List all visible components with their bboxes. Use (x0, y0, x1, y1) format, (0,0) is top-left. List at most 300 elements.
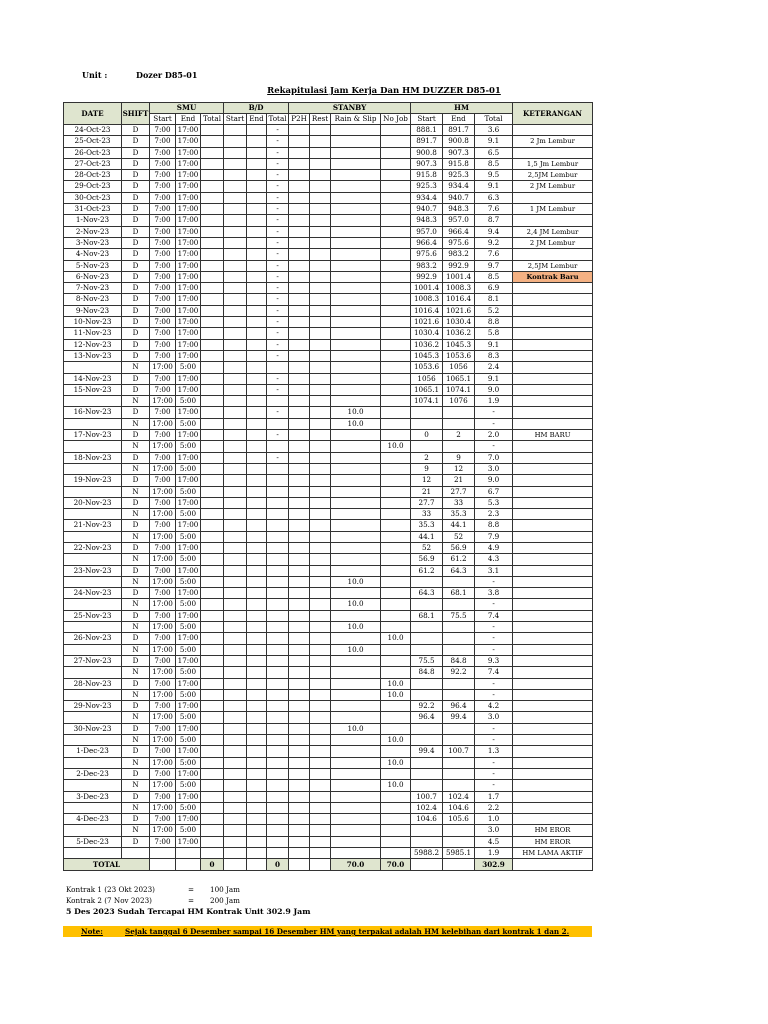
cell-rain-slip: 10.0 (331, 407, 381, 418)
cell-smu-start: 7:00 (150, 147, 176, 158)
cell-date (64, 757, 122, 768)
cell-hm-end: 1065.1 (443, 373, 475, 384)
cell-smu-start: 17:00 (150, 622, 176, 633)
contract-notes (66, 884, 310, 917)
cell-smu-end: 17:00 (176, 407, 201, 418)
cell-smu-total (201, 204, 224, 215)
cell-hm-end: 992.9 (443, 260, 475, 271)
cell-hm-start (411, 780, 443, 791)
cell-p2h (289, 328, 310, 339)
cell-bd-end (247, 430, 267, 441)
cell-no-job (381, 836, 411, 847)
cell-shift: D (122, 701, 150, 712)
cell-hm-total: 9.1 (475, 136, 513, 147)
cell-p2h (289, 531, 310, 542)
table-row (64, 599, 593, 610)
table-row (64, 294, 593, 305)
cell-hm-end (443, 418, 475, 429)
cell-date (64, 486, 122, 497)
cell-hm-total: - (475, 735, 513, 746)
cell-shift: D (122, 746, 150, 757)
note-label: Note: (81, 927, 103, 936)
cell-bd-start (224, 588, 247, 599)
cell-bd-total: - (267, 204, 289, 215)
cell-p2h (289, 802, 310, 813)
cell-bd-total (267, 746, 289, 757)
cell-shift: N (122, 644, 150, 655)
cell-smu-start (150, 848, 176, 859)
cell-rain-slip (331, 158, 381, 169)
cell-p2h (289, 260, 310, 271)
note-bar (63, 926, 592, 937)
cell-shift: N (122, 486, 150, 497)
cell-date: 7-Nov-23 (64, 283, 122, 294)
cell-smu-total (201, 396, 224, 407)
cell-bd-total (267, 689, 289, 700)
cell-p2h (289, 350, 310, 361)
table-row (64, 226, 593, 237)
cell-bd-total (267, 791, 289, 802)
cell-smu-end: 17:00 (176, 452, 201, 463)
cell-smu-end: 17:00 (176, 181, 201, 192)
cell-smu-end: 17:00 (176, 497, 201, 508)
cell-bd-start (224, 237, 247, 248)
cell-keterangan (513, 531, 593, 542)
cell-smu-total (201, 542, 224, 553)
cell-hm-start: 33 (411, 509, 443, 520)
cell-rest (310, 814, 331, 825)
cell-date: 4-Nov-23 (64, 249, 122, 260)
cell-smu-total (201, 125, 224, 136)
cell-rest (310, 622, 331, 633)
cell-hm-start: 68.1 (411, 610, 443, 621)
cell-smu-end: 17:00 (176, 475, 201, 486)
cell-smu-end: 5:00 (176, 599, 201, 610)
cell-hm-end (443, 576, 475, 587)
cell-hm-start: 64.3 (411, 588, 443, 599)
cell-hm-end: 21 (443, 475, 475, 486)
table-row (64, 531, 593, 542)
cell-smu-total (201, 294, 224, 305)
cell-rest (310, 509, 331, 520)
table-row (64, 622, 593, 633)
cell-hm-total: 2.0 (475, 430, 513, 441)
cell-hm-end: 105.6 (443, 814, 475, 825)
cell-no-job (381, 667, 411, 678)
cell-bd-total: - (267, 384, 289, 395)
col-bd-start: Start (224, 114, 247, 125)
cell-hm-total: 9.0 (475, 384, 513, 395)
cell-bd-start (224, 599, 247, 610)
cell-keterangan (513, 384, 593, 395)
cell-smu-end: 17:00 (176, 373, 201, 384)
cell-hm-end: 1053.6 (443, 350, 475, 361)
cell-smu-start: 17:00 (150, 735, 176, 746)
cell-p2h (289, 362, 310, 373)
cell-smu-total (201, 689, 224, 700)
cell-keterangan (513, 791, 593, 802)
cell-hm-end: 1045.3 (443, 339, 475, 350)
cell-bd-end (247, 622, 267, 633)
unit-value: Dozer D85-01 (136, 70, 198, 80)
cell-keterangan (513, 667, 593, 678)
cell-hm-start: 1016.4 (411, 305, 443, 316)
cell-hm-start (411, 723, 443, 734)
cell-hm-total: 3.0 (475, 463, 513, 474)
cell-bd-end (247, 463, 267, 474)
cell-bd-total (267, 825, 289, 836)
cell-bd-total (267, 633, 289, 644)
cell-no-job: 10.0 (381, 633, 411, 644)
cell-rain-slip (331, 746, 381, 757)
cell-p2h (289, 768, 310, 779)
cell-rain-slip: 10.0 (331, 622, 381, 633)
cell-hm-end: 1021.6 (443, 305, 475, 316)
cell-hm-end (443, 735, 475, 746)
cell-smu-total (201, 147, 224, 158)
cell-shift: D (122, 204, 150, 215)
cell-rest (310, 396, 331, 407)
cell-hm-total: 1.0 (475, 814, 513, 825)
cell-bd-end (247, 362, 267, 373)
cell-shift: D (122, 655, 150, 666)
cell-bd-start (224, 362, 247, 373)
cell-bd-total (267, 531, 289, 542)
cell-p2h (289, 396, 310, 407)
cell-smu-start: 7:00 (150, 588, 176, 599)
cell-rest (310, 147, 331, 158)
cell-date: 28-Oct-23 (64, 170, 122, 181)
cell-hm-end: 925.3 (443, 170, 475, 181)
cell-rain-slip (331, 181, 381, 192)
table-row (64, 407, 593, 418)
cell-rain-slip (331, 452, 381, 463)
cell-bd-end (247, 633, 267, 644)
cell-shift: D (122, 237, 150, 248)
cell-smu-start: 17:00 (150, 531, 176, 542)
cell-keterangan (513, 644, 593, 655)
cell-shift: D (122, 565, 150, 576)
table-row (64, 588, 593, 599)
cell-rain-slip (331, 204, 381, 215)
cell-hm-total: - (475, 407, 513, 418)
cell-keterangan: 2 JM Lembur (513, 237, 593, 248)
col-hm-end: End (443, 114, 475, 125)
table-row (64, 678, 593, 689)
cell-p2h (289, 633, 310, 644)
cell-hm-end: 907.3 (443, 147, 475, 158)
cell-smu-start: 17:00 (150, 396, 176, 407)
cell-bd-end (247, 441, 267, 452)
cell-smu-start: 7:00 (150, 768, 176, 779)
cell-smu-start: 17:00 (150, 441, 176, 452)
cell-smu-total (201, 339, 224, 350)
table-row (64, 317, 593, 328)
cell-bd-start (224, 204, 247, 215)
cell-keterangan (513, 339, 593, 350)
cell-rain-slip (331, 588, 381, 599)
cell-bd-end (247, 689, 267, 700)
cell-smu-total (201, 802, 224, 813)
col-bd-end: End (247, 114, 267, 125)
cell-hm-start: 35.3 (411, 520, 443, 531)
cell-hm-start: 0 (411, 430, 443, 441)
cell-date: 5-Dec-23 (64, 836, 122, 847)
cell-hm-start (411, 836, 443, 847)
table-row (64, 181, 593, 192)
cell-shift: D (122, 260, 150, 271)
cell-smu-total (201, 486, 224, 497)
cell-rain-slip (331, 475, 381, 486)
col-smu-end: End (176, 114, 201, 125)
cell-bd-start (224, 271, 247, 282)
cell-bd-start (224, 384, 247, 395)
cell-bd-start (224, 565, 247, 576)
contract-1-label: Kontrak 1 (23 Okt 2023) (66, 885, 155, 894)
cell-rest (310, 554, 331, 565)
cell-smu-end: 17:00 (176, 588, 201, 599)
cell-no-job (381, 475, 411, 486)
cell-rest (310, 317, 331, 328)
cell-bd-start (224, 328, 247, 339)
cell-hm-total: 8.5 (475, 271, 513, 282)
cell-no-job (381, 317, 411, 328)
cell-rain-slip (331, 373, 381, 384)
cell-keterangan (513, 735, 593, 746)
cell-shift: N (122, 667, 150, 678)
cell-hm-total: 7.6 (475, 204, 513, 215)
cell-bd-total: - (267, 283, 289, 294)
cell-bd-end (247, 418, 267, 429)
cell-hm-total: - (475, 780, 513, 791)
cell-date: 5-Nov-23 (64, 260, 122, 271)
cell-smu-end: 17:00 (176, 328, 201, 339)
cell-hm-start: 900.8 (411, 147, 443, 158)
cell-rain-slip (331, 339, 381, 350)
cell-hm-total: 2.2 (475, 802, 513, 813)
cell-hm-total: 9.0 (475, 475, 513, 486)
cell-bd-end (247, 565, 267, 576)
cell-hm-start: 102.4 (411, 802, 443, 813)
cell-no-job (381, 542, 411, 553)
cell-rest (310, 802, 331, 813)
cell-rain-slip (331, 147, 381, 158)
cell-keterangan (513, 215, 593, 226)
cell-hm-start: 948.3 (411, 215, 443, 226)
cell-bd-total (267, 475, 289, 486)
cell-shift: D (122, 317, 150, 328)
cell-bd-start (224, 712, 247, 723)
header-row-groups (64, 103, 593, 114)
cell-bd-total (267, 396, 289, 407)
col-rest: Rest (310, 114, 331, 125)
cell-shift: D (122, 249, 150, 260)
cell-smu-total (201, 768, 224, 779)
cell-rain-slip (331, 441, 381, 452)
cell-smu-end: 5:00 (176, 554, 201, 565)
cell-hm-total: 5.8 (475, 328, 513, 339)
cell-rest (310, 170, 331, 181)
cell-hm-start: 104.6 (411, 814, 443, 825)
cell-bd-start (224, 768, 247, 779)
cell-no-job (381, 509, 411, 520)
cell-smu-end: 17:00 (176, 746, 201, 757)
cell-keterangan (513, 689, 593, 700)
cell-hm-start: 957.0 (411, 226, 443, 237)
cell-shift: D (122, 215, 150, 226)
cell-shift: D (122, 791, 150, 802)
cell-hm-end: 56.9 (443, 542, 475, 553)
cell-p2h (289, 622, 310, 633)
cell-smu-start: 7:00 (150, 283, 176, 294)
cell-smu-end: 17:00 (176, 271, 201, 282)
cell-bd-total: - (267, 249, 289, 260)
cell-hm-start: 5988.2 (411, 848, 443, 859)
cell-date (64, 622, 122, 633)
cell-bd-start (224, 610, 247, 621)
cell-smu-end: 17:00 (176, 158, 201, 169)
col-hm: HM (411, 103, 513, 114)
cell-p2h (289, 452, 310, 463)
cell-smu-start: 7:00 (150, 237, 176, 248)
cell-date (64, 802, 122, 813)
cell-p2h (289, 757, 310, 768)
cell-smu-start: 7:00 (150, 475, 176, 486)
cell-smu-start: 7:00 (150, 249, 176, 260)
cell-rest (310, 735, 331, 746)
cell-shift: N (122, 802, 150, 813)
cell-hm-total: 9.5 (475, 170, 513, 181)
cell-hm-end: 9 (443, 452, 475, 463)
cell-smu-total (201, 712, 224, 723)
cell-hm-total: 5.3 (475, 497, 513, 508)
cell-bd-end (247, 588, 267, 599)
cell-bd-total: - (267, 271, 289, 282)
cell-bd-start (224, 542, 247, 553)
cell-smu-end: 5:00 (176, 531, 201, 542)
cell-bd-total (267, 576, 289, 587)
cell-rest (310, 531, 331, 542)
cell-bd-total (267, 848, 289, 859)
cell-no-job (381, 712, 411, 723)
cell-smu-total (201, 814, 224, 825)
cell-no-job (381, 452, 411, 463)
col-stanby: STANBY (289, 103, 411, 114)
cell-rest (310, 430, 331, 441)
cell-no-job (381, 610, 411, 621)
cell-p2h (289, 125, 310, 136)
cell-bd-end (247, 384, 267, 395)
cell-rest (310, 452, 331, 463)
table-row (64, 396, 593, 407)
cell-bd-end (247, 531, 267, 542)
cell-hm-end (443, 689, 475, 700)
cell-smu-start: 7:00 (150, 452, 176, 463)
table-row (64, 192, 593, 203)
cell-bd-start (224, 576, 247, 587)
cell-rest (310, 678, 331, 689)
cell-shift: D (122, 271, 150, 282)
cell-p2h (289, 576, 310, 587)
cell-hm-start: 1008.3 (411, 294, 443, 305)
cell-p2h (289, 497, 310, 508)
cell-shift: D (122, 147, 150, 158)
cell-hm-end: 68.1 (443, 588, 475, 599)
cell-hm-start (411, 768, 443, 779)
cell-smu-start: 7:00 (150, 565, 176, 576)
cell-smu-end: 17:00 (176, 204, 201, 215)
cell-smu-start: 17:00 (150, 509, 176, 520)
cell-rest (310, 328, 331, 339)
cell-shift: N (122, 780, 150, 791)
cell-p2h (289, 249, 310, 260)
cell-rest (310, 791, 331, 802)
cell-bd-total: - (267, 192, 289, 203)
cell-smu-end: 5:00 (176, 689, 201, 700)
cell-rest (310, 520, 331, 531)
cell-smu-total (201, 667, 224, 678)
cell-bd-total: - (267, 136, 289, 147)
cell-hm-end: 99.4 (443, 712, 475, 723)
cell-smu-end: 17:00 (176, 237, 201, 248)
cell-bd-total (267, 678, 289, 689)
cell-smu-total (201, 350, 224, 361)
cell-date: 10-Nov-23 (64, 317, 122, 328)
cell-date: 3-Nov-23 (64, 237, 122, 248)
table-row (64, 350, 593, 361)
cell-hm-start: 2 (411, 452, 443, 463)
cell-bd-total (267, 780, 289, 791)
cell-bd-total: - (267, 170, 289, 181)
table-row (64, 689, 593, 700)
cell-smu-total (201, 622, 224, 633)
cell-bd-start (224, 339, 247, 350)
cell-smu-end: 17:00 (176, 317, 201, 328)
cell-hm-total: 8.7 (475, 215, 513, 226)
cell-date: 8-Nov-23 (64, 294, 122, 305)
cell-bd-total: - (267, 147, 289, 158)
cell-hm-end: 5985.1 (443, 848, 475, 859)
cell-bd-total (267, 622, 289, 633)
cell-keterangan (513, 814, 593, 825)
cell-no-job (381, 723, 411, 734)
cell-hm-total: 6.7 (475, 486, 513, 497)
cell-bd-total (267, 735, 289, 746)
cell-bd-end (247, 802, 267, 813)
cell-date: 17-Nov-23 (64, 430, 122, 441)
cell-bd-end (247, 339, 267, 350)
cell-rest (310, 407, 331, 418)
cell-date: 27-Oct-23 (64, 158, 122, 169)
cell-keterangan (513, 497, 593, 508)
cell-keterangan (513, 633, 593, 644)
cell-smu-total (201, 181, 224, 192)
cell-bd-end (247, 780, 267, 791)
cell-bd-end (247, 509, 267, 520)
cell-keterangan (513, 565, 593, 576)
cell-no-job (381, 294, 411, 305)
contract-2-eq: = (188, 896, 195, 905)
cell-rain-slip (331, 317, 381, 328)
cell-keterangan (513, 655, 593, 666)
cell-date: 13-Nov-23 (64, 350, 122, 361)
cell-hm-total: 3.6 (475, 125, 513, 136)
cell-no-job (381, 655, 411, 666)
cell-smu-end: 5:00 (176, 396, 201, 407)
cell-hm-end: 1008.3 (443, 283, 475, 294)
cell-hm-start (411, 825, 443, 836)
cell-smu-start: 17:00 (150, 418, 176, 429)
